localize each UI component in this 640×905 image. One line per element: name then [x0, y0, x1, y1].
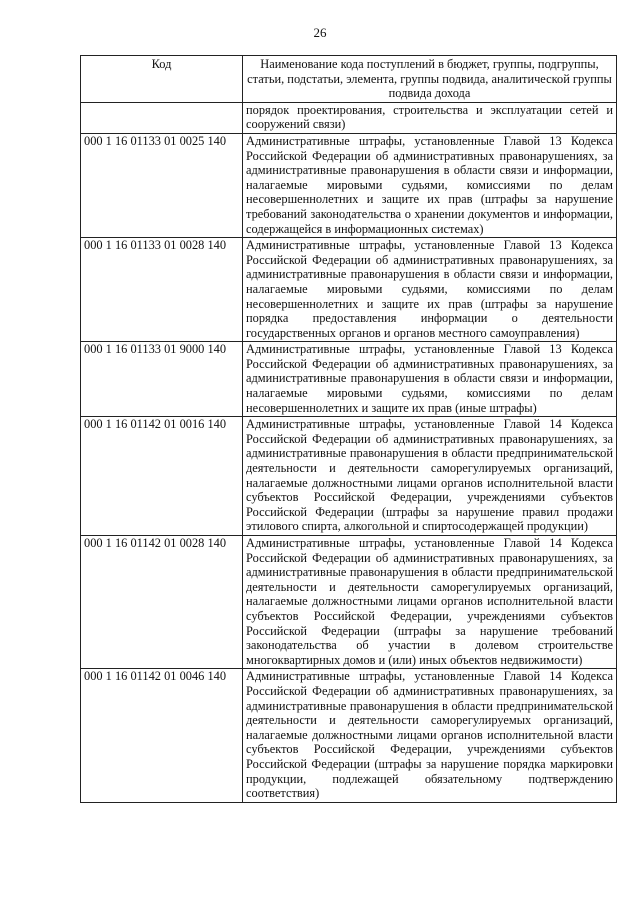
- income-description: Административные штрафы, установленные Главой 14 Кодекса Российской Федерации об административных правонарушениях, за административные правонарушения в области предпринимательской деятельности и деятельности саморегулируемых организаций, налагаемые должностными лицами органов исполнительной власти субъектов Российской Федерации, учреждениями субъектов Российской Федерации (штрафы за нарушение правил продажи этилового спирта, алкогольной и спиртосодержащей продукции): [243, 417, 617, 536]
- page-number: 26: [313, 25, 327, 40]
- table-row: [81, 342, 617, 417]
- income-code: 000 1 16 01133 01 9000 140: [81, 342, 243, 417]
- income-description: Административные штрафы, установленные Главой 13 Кодекса Российской Федерации об административных правонарушениях, за административные правонарушения в области связи и информации, налагаемые мировыми судьями, комиссиями по делам несовершеннолетних и защите их прав (штрафы за нарушение требований законодательства о хранении документов и информации, содержащейся в информационных системах): [243, 133, 617, 237]
- table-row-continuation: [81, 102, 617, 133]
- table-row: [81, 238, 617, 342]
- header-name: Наименование кода поступлений в бюджет, группы, подгруппы, статьи, подстатьи, элемента, группы подвида, аналитической группы подвида дохода: [243, 56, 617, 103]
- income-description: Административные штрафы, установленные Главой 14 Кодекса Российской Федерации об административных правонарушениях, за административные правонарушения в области предпринимательской деятельности и деятельности саморегулируемых организаций, налагаемые должностными лицами органов исполнительной власти субъектов Российской Федерации, учреждениями субъектов Российской Федерации (штрафы за нарушение требований законодательства об участии в долевом строительстве многоквартирных домов и (или) иных объектов недвижимости): [243, 536, 617, 669]
- table-row: [81, 133, 617, 237]
- income-code: 000 1 16 01142 01 0046 140: [81, 669, 243, 802]
- budget-codes-table: [80, 55, 617, 803]
- table-row: [81, 669, 617, 802]
- income-description: Административные штрафы, установленные Главой 13 Кодекса Российской Федерации об административных правонарушениях, за административные правонарушения в области связи и информации, налагаемые мировыми судьями, комиссиями по делам несовершеннолетних и защите их прав (штрафы за нарушение порядка предоставления информации о деятельности государственных органов и органов местного самоуправления): [243, 238, 617, 342]
- income-code: 000 1 16 01133 01 0028 140: [81, 238, 243, 342]
- table-row: [81, 536, 617, 669]
- income-code: 000 1 16 01142 01 0016 140: [81, 417, 243, 536]
- income-code: 000 1 16 01133 01 0025 140: [81, 133, 243, 237]
- income-description: Административные штрафы, установленные Главой 14 Кодекса Российской Федерации об административных правонарушениях, за административные правонарушения в области предпринимательской деятельности и деятельности саморегулируемых организаций, налагаемые должностными лицами органов исполнительной власти субъектов Российской Федерации, учреждениями субъектов Российской Федерации (штрафы за нарушение порядка маркировки продукции, подлежащей обязательному подтверждению соответствия): [243, 669, 617, 802]
- continuation-code-cell: [81, 102, 243, 133]
- income-code: 000 1 16 01142 01 0028 140: [81, 536, 243, 669]
- continuation-text: порядок проектирования, строительства и эксплуатации сетей и сооружений связи): [243, 102, 617, 133]
- header-code: Код: [81, 56, 243, 103]
- table-row: [81, 417, 617, 536]
- income-description: Административные штрафы, установленные Главой 13 Кодекса Российской Федерации об административных правонарушениях, за административные правонарушения в области связи и информации, налагаемые мировыми судьями, комиссиями по делам несовершеннолетних и защите их прав (иные штрафы): [243, 342, 617, 417]
- table-header-row: [81, 56, 617, 103]
